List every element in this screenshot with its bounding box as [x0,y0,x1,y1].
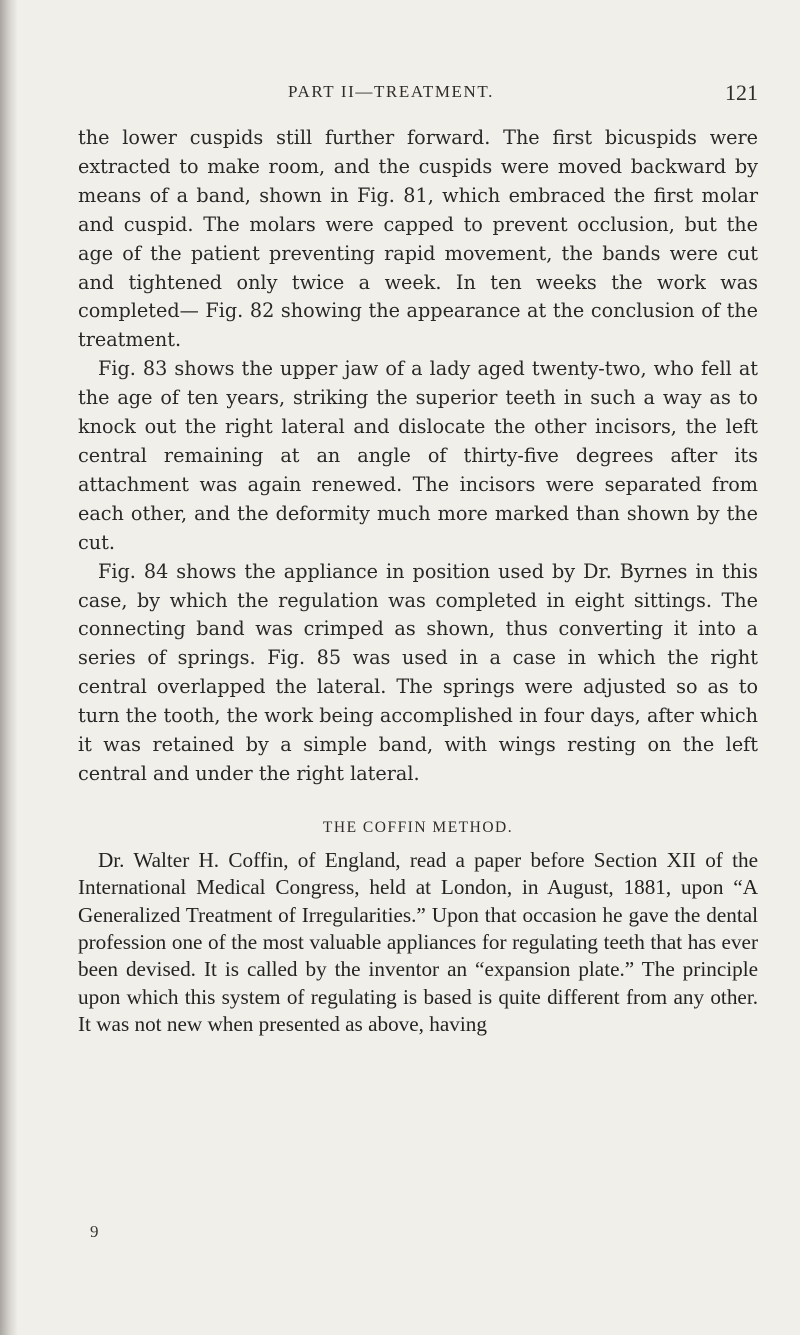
body-paragraph: the lower cuspids still further forward. The first bicuspids were extracted to make room, and the cuspids were moved backward by means of a band, shown in Fig. 81, which embraced the first molar and cuspid. The molars were capped to prevent occlusion, but the age of the patient preventing rapid movement, the bands were cut and tightened only twice a week. In ten weeks the work was completed— Fig. 82 showing the appearance at the conclusion of the treatment. [78,126,758,352]
body-paragraph: Fig. 84 shows the appliance in position used by Dr. Byrnes in this case, by which the regulation was completed in eight sittings. The connecting band was crimped as shown, thus converting it into a series of springs. Fig. 85 was used in a case in which the right central overlapped the lateral. The springs were adjusted so as to turn the tooth, the work being accomplished in four days, after which it was retained by a simple band, with wings resting on the left central and under the right lateral. [78,559,758,785]
page-binding-shadow [0,0,18,1335]
body-paragraph: Fig. 83 shows the upper jaw of a lady aged twenty-two, who fell at the age of ten years, striking the superior teeth in such a way as to knock out the right lateral and dislocate the other incisors, the left central remaining at an angle of thirty-five degrees after its attachment was again renewed. The incisors were separated from each other, and the deformity much more marked than shown by the cut. [78,357,758,554]
book-page [78,80,758,1039]
running-title: PART II—TREATMENT. [288,82,494,101]
running-head [78,80,758,110]
page-number: 121 [725,80,758,105]
section-paragraph: Dr. Walter H. Coffin, of England, read a paper before Section XII of the International Medical Congress, held at London, in August, 1881, upon “A Generalized Treatment of Irregularities.” Upon that occasion he gave the dental profession one of the most valuable appliances for regulating teeth that has ever been devised. It is called by the inventor an “expansion plate.” The principle upon which this system of regulating is based is quite different from any other. It was not new when presented as above, having [78,847,758,1037]
signature-mark: 9 [90,1222,99,1241]
section-heading: THE COFFIN METHOD. [322,818,514,836]
